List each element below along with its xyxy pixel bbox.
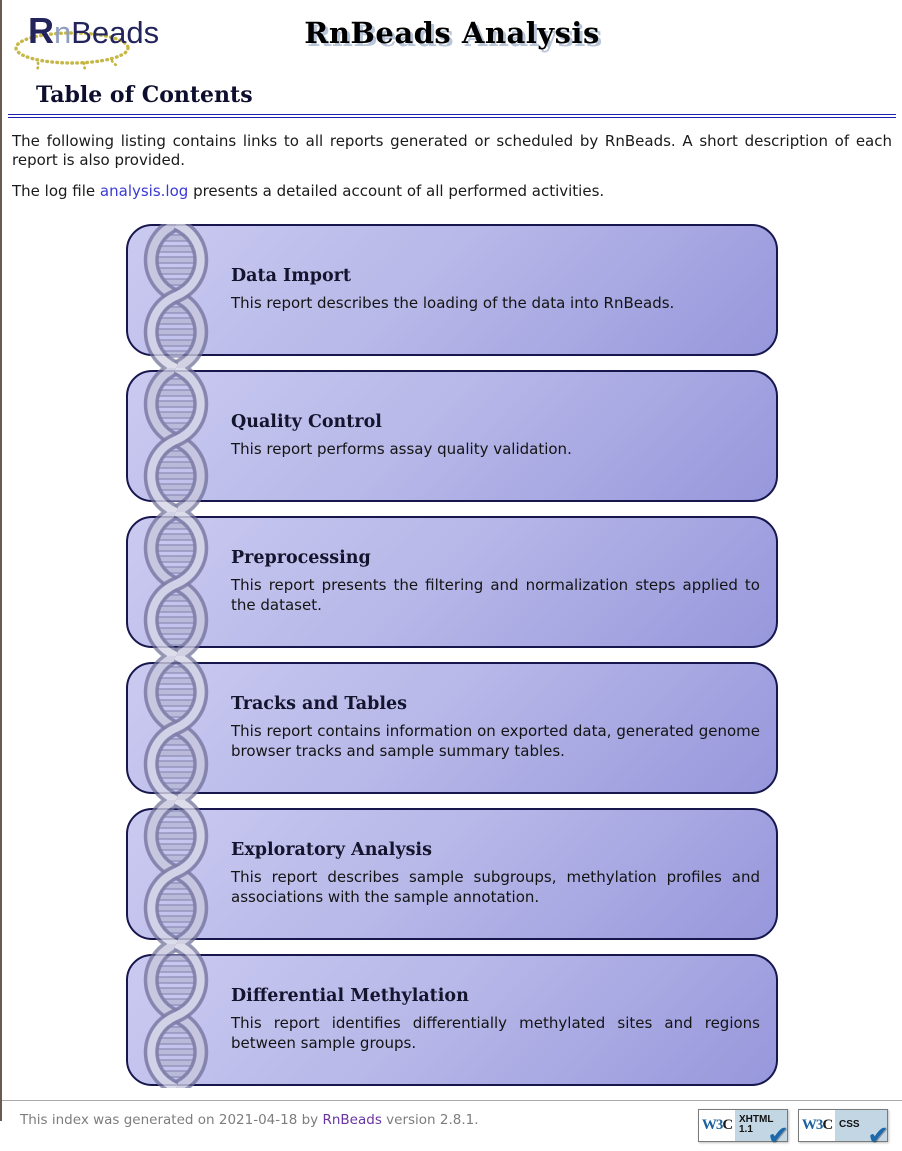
report-description: This report presents the filtering and normalization steps applied to the dataset. — [231, 576, 760, 614]
heading-divider — [8, 114, 896, 118]
page-title: RnBeads Analysis — [304, 16, 600, 50]
report-description: This report contains information on exported data, generated genome browser tracks and sample summary tables. — [231, 722, 760, 760]
badge-label: CSS — [839, 1119, 860, 1131]
report-card-differential-methylation[interactable] — [126, 954, 778, 1086]
report-title: Differential Methylation — [231, 986, 469, 1007]
report-card-exploratory-analysis[interactable] — [126, 808, 778, 940]
w3c-logo — [799, 1110, 835, 1141]
rnbeads-link[interactable]: RnBeads — [322, 1111, 382, 1128]
intro-text: The following listing contains links to all reports generated or scheduled by RnBeads. A short description of each report is also provided. — [12, 132, 892, 170]
w3c-logo-c: C — [722, 1116, 733, 1133]
report-description: This report describes the loading of the data into RnBeads. — [231, 293, 675, 312]
logfile-text-prefix: The log file — [12, 182, 100, 201]
w3c-css-badge[interactable] — [798, 1109, 889, 1151]
report-title: Quality Control — [231, 411, 382, 432]
report-card-tracks-and-tables[interactable] — [126, 662, 778, 794]
checkmark-icon: ✔ — [767, 1120, 789, 1151]
w3c-xhtml-badge[interactable] — [698, 1109, 789, 1151]
checkmark-icon: ✔ — [867, 1120, 889, 1151]
report-title: Preprocessing — [231, 548, 371, 569]
badge-sublabel: 1.1 — [739, 1124, 753, 1136]
logo-word-beads: Beads — [71, 15, 160, 50]
logo-letter-n: n — [54, 15, 72, 50]
validation-badges — [698, 1109, 889, 1151]
w3c-logo-w3: W3 — [801, 1116, 823, 1133]
intro-section — [12, 132, 892, 202]
report-title: Tracks and Tables — [231, 694, 407, 715]
report-card-preprocessing[interactable] — [126, 516, 778, 648]
report-title: Exploratory Analysis — [231, 840, 432, 861]
report-card-quality-control[interactable] — [126, 370, 778, 502]
w3c-logo — [699, 1110, 735, 1141]
logfile-paragraph — [12, 182, 892, 201]
report-list — [126, 224, 778, 1086]
report-description: This report describes sample subgroups, methylation profiles and associations with the sample annotation. — [231, 868, 760, 906]
logfile-text-suffix: presents a detailed account of all performed activities. — [188, 182, 605, 201]
logo-wordmark — [28, 10, 159, 52]
analysis-log-link[interactable]: analysis.log — [99, 182, 189, 201]
report-description: This report performs assay quality validation. — [231, 439, 572, 458]
generated-text-prefix: This index was generated on 2021-04-18 by — [20, 1111, 323, 1128]
logo-letter-r: R — [28, 10, 54, 51]
report-description: This report identifies differentially methylated sites and regions between sample groups. — [231, 1014, 760, 1052]
generated-info — [20, 1109, 479, 1128]
w3c-logo-c: C — [822, 1116, 833, 1133]
generated-text-suffix: version 2.8.1. — [381, 1111, 479, 1128]
badge-label: XHTML — [739, 1114, 774, 1126]
rnbeads-logo — [8, 6, 178, 70]
page-header — [2, 0, 902, 76]
report-card-data-import[interactable] — [126, 224, 778, 356]
report-title: Data Import — [231, 265, 351, 286]
intro-paragraph — [12, 132, 892, 170]
toc-heading: Table of Contents — [36, 82, 253, 108]
w3c-logo-w3: W3 — [701, 1116, 723, 1133]
